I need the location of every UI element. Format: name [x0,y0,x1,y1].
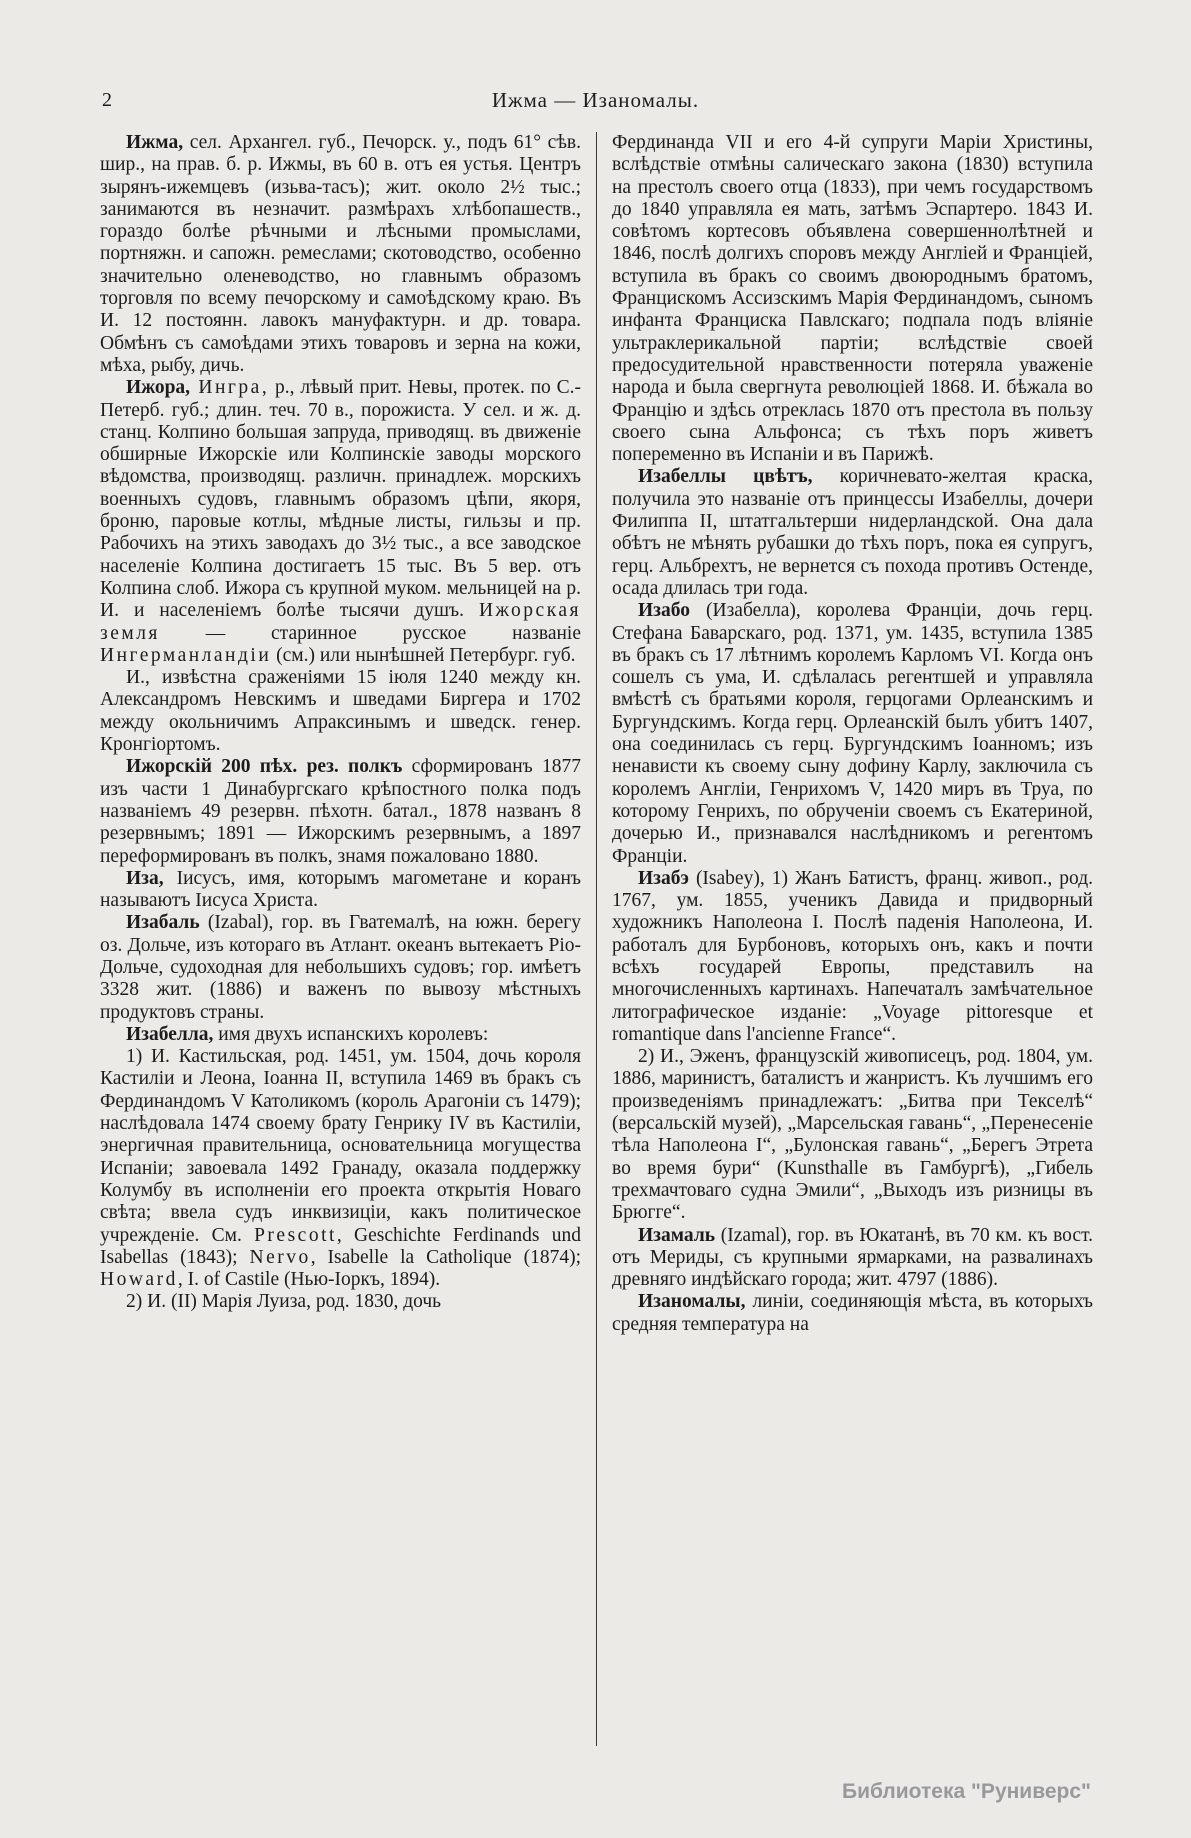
text-run: 2) И., Эженъ, французскій живописецъ, род. 1804, ум. 1886, маринистъ, баталистъ и жанристъ. Къ лучшимъ его произведеніямъ принадлежатъ: „Битва при Текселѣ“ (версальскій музей), „Марсельская гавань“, „Перенесеніе тѣла Наполеона I“, „Булонская гавань“, „Берегъ Этрета во время бури“ (Kunsthalle въ Гамбургѣ), „Гибель трехмачтоваго судна Эмили“, „Выходъ изъ ризницы въ Брюгге“. [612,1046,1093,1224]
paragraph [100,1024,581,1046]
text-run: , Isabelle la Catholique (1874); [310,1246,581,1268]
paragraph [100,377,581,667]
entry-headword: Изабэ [638,867,689,889]
text-run: , I. of Castile (Нью-Іоркъ, 1894). [177,1269,441,1291]
entry-headword: Изабеллы цвѣтъ, [638,466,813,488]
paragraph [100,1291,581,1313]
page-header-title: Ижма — Изаномалы. [491,88,700,112]
running-head [100,88,1091,118]
text-run: Howard [100,1269,178,1291]
text-columns [100,132,1093,1746]
paragraph [100,756,581,867]
text-run: Іисусъ, имя, которымъ магометане и коранъ называютъ Іисуса Христа. [100,867,581,912]
paragraph [612,1046,1093,1224]
entry-headword: Изабо [638,600,690,622]
text-run: р., лѣвый прит. Невы, протек. по С.-Петерб. губ.; длин. теч. 70 в., порожиста. У сел. и ж. д. станц. Колпино большая запруда, приводящ. въ движеніе обширные Ижорскіе или Колпинскіе заводы морского вѣдомства, производящ. различн. принадлеж. морскихъ военныхъ судовъ, главнымъ образомъ цѣпи, якоря, броню, паровые котлы, мѣдные листы, гильзы и пр. Рабочихъ на этихъ заводахъ до 3½ тыс., а все заводское населеніе Колпина достигаетъ 15 тыс. Въ 5 вер. отъ Колпина слоб. Ижора съ крупной муком. мельницей на р. И. и населеніемъ болѣе тысячи душъ. [100,377,581,622]
entry-headword: Изаномалы, [638,1291,746,1313]
text-run: Nervo [249,1246,311,1268]
paragraph [100,912,581,1023]
entry-headword: Изабелла, [126,1023,214,1045]
right-column [597,132,1093,1746]
text-run: И., извѣстна сраженіями 15 іюля 1240 между кн. Александромъ Невскимъ и шведами Биргера и 1702 между окольничимъ Апраксинымъ и шведск. генер. Кронгіортомъ. [100,667,581,756]
text-run: линіи, соединяющія мѣста, въ которыхъ средняя температура на [612,1291,1093,1335]
text-run: имя двухъ испанскихъ королевъ: [213,1023,489,1045]
paragraph [612,1291,1093,1336]
text-run: коричневато-желтая краска, получила это названіе отъ принцессы Изабеллы, дочери Филиппа II, штатгальтерши нидерландской. Она дала обѣтъ не мѣнять рубашки до тѣхъ поръ, пока ея супругъ, герц. Альбрехтъ, не вернется съ похода противъ Остенде, осада длилась три года. [612,466,1093,599]
text-run: Ингра, [190,377,270,399]
text-run: Ижорская земля [100,600,581,644]
entry-headword: Изабаль [126,912,200,934]
entry-headword: Ижорскій 200 пѣх. рез. полкъ [126,756,403,778]
text-run: (Isabey), 1) Жанъ Батистъ, франц. живоп., род. 1767, ум. 1855, ученикъ Давида и придворный художникъ Наполеона I. Послѣ паденія Наполеона, И. работалъ для Бурбоновъ, которыхъ онъ, какъ и почти всѣхъ государей Европы, представилъ на многочисленныхъ картинахъ. Напечаталъ замѣчательное литографическое изданіе: „Voyage pittoresque et romantique dans l'ancienne France“. [612,867,1093,1045]
entry-headword: Иза, [126,867,164,889]
text-run: (Izabal), гор. въ Гватемалѣ, на южн. берегу оз. Дольче, изъ котораго въ Атлант. океанъ вытекаетъ Ріо-Дольче, судоходная для небольшихъ судовъ; гор. имѣетъ 3328 жит. (1886) и важенъ по вывозу мѣстныхъ продуктовъ страны. [100,912,581,1023]
paragraph [100,132,581,377]
text-run: 2) И. (II) Марія Луиза, род. 1830, дочь [126,1291,442,1313]
entry-headword: Изамаль [638,1224,716,1246]
entry-headword: Ижора, [126,377,191,399]
entry-headword: Ижма, [126,132,184,153]
text-run: сформированъ 1877 изъ части 1 Динабургскаго крѣпостного полка подъ названіемъ 49 резервн. пѣхотн. батал., 1878 названъ 8 резервнымъ; 1891 — Ижорскимъ резервнымъ, а 1897 переформированъ въ полкъ, знамя пожаловано 1880. [100,756,581,867]
paragraph [612,132,1093,466]
page-number: 2 [102,89,112,111]
text-run: — старинное русское названіе [159,622,581,644]
text-run: (Izamal), гор. въ Юкатанѣ, въ 70 км. къ вост. отъ Мериды, съ крупными ярмарками, на развалинахъ древняго индѣйскаго города; жит. 4797 (1886). [612,1224,1093,1291]
paragraph [612,1225,1093,1292]
text-run: (Изабелла), королева Франціи, дочь герц. Стефана Баварскаго, род. 1371, ум. 1435, вступила 1385 въ бракъ съ 17 лѣтнимъ королемъ Карломъ VI. Когда онъ сошелъ съ ума, И. сдѣлалась регентшей и управляла вмѣстѣ съ братьями короля, герцогами Орлеанскимъ и Бургундскимъ. Когда герц. Орлеанскій былъ убитъ 1407, она соединилась съ герц. Бургундскимъ Іоанномъ; изъ ненависти къ своему сыну дофину Карлу, заключила съ королемъ Англіи, Генрихомъ V, 1420 миръ въ Труа, по которому Генрихъ, по обрученіи своемъ съ Екатериной, дочерью И., признавался наслѣдникомъ и регентомъ Франціи. [612,600,1093,867]
paragraph [100,1046,581,1291]
text-run: Ингерманландіи [100,644,272,666]
text-run: Prescott [254,1224,337,1246]
paragraph [612,466,1093,600]
text-run: Фердинанда VII и его 4-й супруги Маріи Христины, вслѣдствіе отмѣны салическаго закона (1830) вступила на престолъ своего отца (1833), при чемъ государствомъ до 1840 управляла ея мать, затѣмъ Эспартеро. 1843 И. совѣтомъ кортесовъ объявлена совершеннолѣтней и 1846, послѣ долгихъ споровъ между Англіей и Франціей, вступила въ бракъ со своимъ двоюроднымъ братомъ, Францискомъ Ассизскимъ Марія Фердинандомъ, сыномъ инфанта Франциска Павлскаго; подпала подъ вліяніе ультраклерикальной партіи; вслѣдствіе своей предосудительной нравственности потеряла уваженіе народа и была свергнута революціей 1868. И. бѣжала во Францію и здѣсь отреклась 1870 отъ престола въ пользу своего сына Альфонса; съ тѣхъ поръ живетъ попеременно въ Испаніи и въ Парижѣ. [612,132,1093,466]
paragraph [612,600,1093,868]
paragraph [100,868,581,913]
library-watermark: Библиотека "Руниверс" [841,1780,1091,1803]
text-run: 1) И. Кастильская, род. 1451, ум. 1504, дочь короля Кастиліи и Леона, Іоанна II, вступила 1469 въ бракъ съ Фердинандомъ V Католикомъ (король Арагоніи съ 1479); наслѣдовала 1474 своему брату Генрику IV въ Кастиліи, энергичная правительница, основательница могущества Испаніи; завоевала 1492 Гранаду, оказала поддержку Колумбу въ исполненіи его проекта открытія Новаго свѣта; ввела судъ инквизиціи, какъ политическое учрежденіе. См. [100,1046,581,1246]
text-run: сел. Архангел. губ., Печорск. у., подъ 61° сѣв. шир., на прав. б. р. Ижмы, въ 60 в. отъ ея устья. Центръ зырянъ-ижемцевъ (изьва-тасъ); жит. около 2½ тыс.; занимаются въ незначит. размѣрахъ хлѣбопашеств., гораздо болѣе рѣчными и лѣсными промыслами, портняжн. и сапожн. ремеслами; скотоводство, особенно значительно оленеводство, но главнымъ образомъ торговля по всему печорскому и самоѣдскому краю. Въ И. 12 постоянн. лавокъ мануфактурн. и др. товара. Обмѣнъ съ самоѣдами этихъ товаровъ и зерна на кожи, мѣха, рыбу, дичь. [100,132,581,376]
text-run: (см.) или нынѣшней Петербург. губ. [271,644,576,666]
paragraph [612,868,1093,1046]
text-run: , Geschichte Ferdinands und Isabellas (1843); [100,1224,581,1268]
paragraph [100,667,581,756]
left-column [100,132,596,1746]
